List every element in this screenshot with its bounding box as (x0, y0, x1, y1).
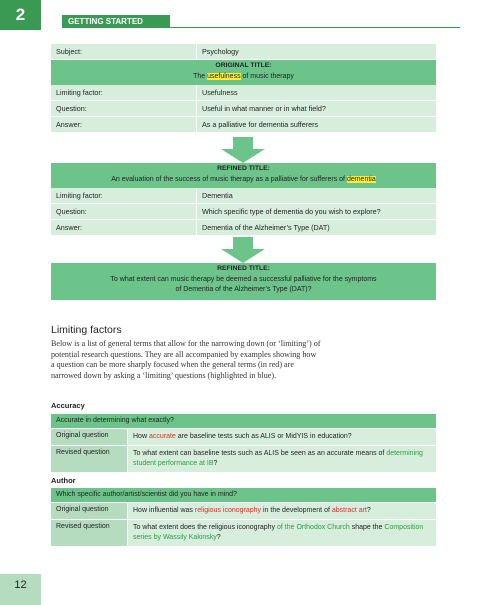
subject-label: Subject: (51, 44, 196, 59)
chapter-number: 2 (0, 0, 41, 30)
original-title-heading: ORIGINAL TITLE: (215, 62, 272, 69)
row-value: Which specific type of dementia do you wish to explore? (196, 204, 436, 219)
row-value: To what extent does the religious iconography of the Orthodox Church shape the Composition series by Wassily Kakinsky? (127, 520, 436, 546)
accuracy-table (51, 414, 436, 472)
section-paragraph: Below is a list of general terms that allow for the narrowing down (or ‘limiting’) of potential research questions. They are all accompanied by examples showing how a question can be more sharply focused when the general terms (in red) are narrowed down by asking a ‘limiting’ questions (highlighted in blue). (51, 339, 321, 380)
row-label: Answer: (51, 220, 196, 235)
final-title-line2: of Dementia of the Alzheimer’s Type (DAT)? (175, 286, 312, 293)
row-value: As a palliative for dementia sufferers (196, 117, 436, 132)
row-label: Question: (51, 204, 196, 219)
row-label: Original question (51, 429, 127, 445)
highlight-usefulness: usefulness (207, 73, 241, 80)
row-label: Limiting factor: (51, 85, 196, 100)
row-value: Dementia of the Alzheimer’s Type (DAT) (196, 220, 436, 235)
subject-row (51, 44, 436, 60)
final-title-band (51, 263, 436, 300)
final-title-table (51, 263, 436, 300)
row-value: Dementia (196, 188, 436, 203)
row-label: Answer: (51, 117, 196, 132)
answer-row (51, 220, 436, 236)
revised-question-row (51, 445, 436, 472)
answer-row (51, 117, 436, 133)
accuracy-heading: Accuracy (51, 401, 85, 410)
question-row (51, 101, 436, 117)
limiting-factor-row (51, 85, 436, 101)
chapter-title: GETTING STARTED (62, 15, 170, 28)
row-label: Question: (51, 101, 196, 116)
refined-title-heading: REFINED TITLE: (217, 165, 270, 172)
down-arrow-icon (221, 237, 265, 263)
original-question-row (51, 428, 436, 445)
row-value: Usefulness (196, 85, 436, 100)
refined-title-text: An evaluation of the success of music therapy as a palliative for sufferers of dementia (111, 176, 376, 183)
row-value: How accurate are baseline tests such as ALIS or MidYIS in education? (127, 429, 436, 445)
original-title-band (51, 60, 436, 85)
header-rule (170, 27, 460, 28)
final-title-line1: To what extent can music therapy be deemed a successful palliative for the symptoms (110, 276, 377, 283)
left-sidebar (0, 0, 41, 605)
author-question: Which specific author/artist/scientist did you have in mind? (51, 488, 436, 502)
subject-value: Psychology (196, 44, 436, 59)
row-value: How influential was religious iconography in the development of abstract art? (127, 503, 436, 519)
author-heading: Author (51, 476, 76, 485)
row-value: To what extent can baseline tests such as ALIS be seen as an accurate means of determining student performance at IB? (127, 446, 436, 472)
down-arrow-icon (221, 137, 265, 163)
page-number: 12 (0, 574, 41, 605)
question-row (51, 204, 436, 220)
final-title-heading: REFINED TITLE: (217, 265, 270, 272)
limiting-factor-row (51, 188, 436, 204)
row-label: Original question (51, 503, 127, 519)
revised-question-row (51, 519, 436, 546)
highlight-dementia: dementia (346, 176, 376, 183)
section-heading: Limiting factors (51, 324, 122, 336)
row-label: Revised question (51, 520, 127, 546)
row-label: Revised question (51, 446, 127, 472)
author-table (51, 488, 436, 546)
original-question-row (51, 502, 436, 519)
row-value: Useful in what manner or in what field? (196, 101, 436, 116)
refined-title-band (51, 163, 436, 188)
accuracy-question: Accurate in determining what exactly? (51, 414, 436, 428)
row-label: Limiting factor: (51, 188, 196, 203)
refined-title-table (51, 163, 436, 236)
original-title-text: The usefulness of music therapy (193, 73, 294, 80)
original-title-table (51, 44, 436, 133)
